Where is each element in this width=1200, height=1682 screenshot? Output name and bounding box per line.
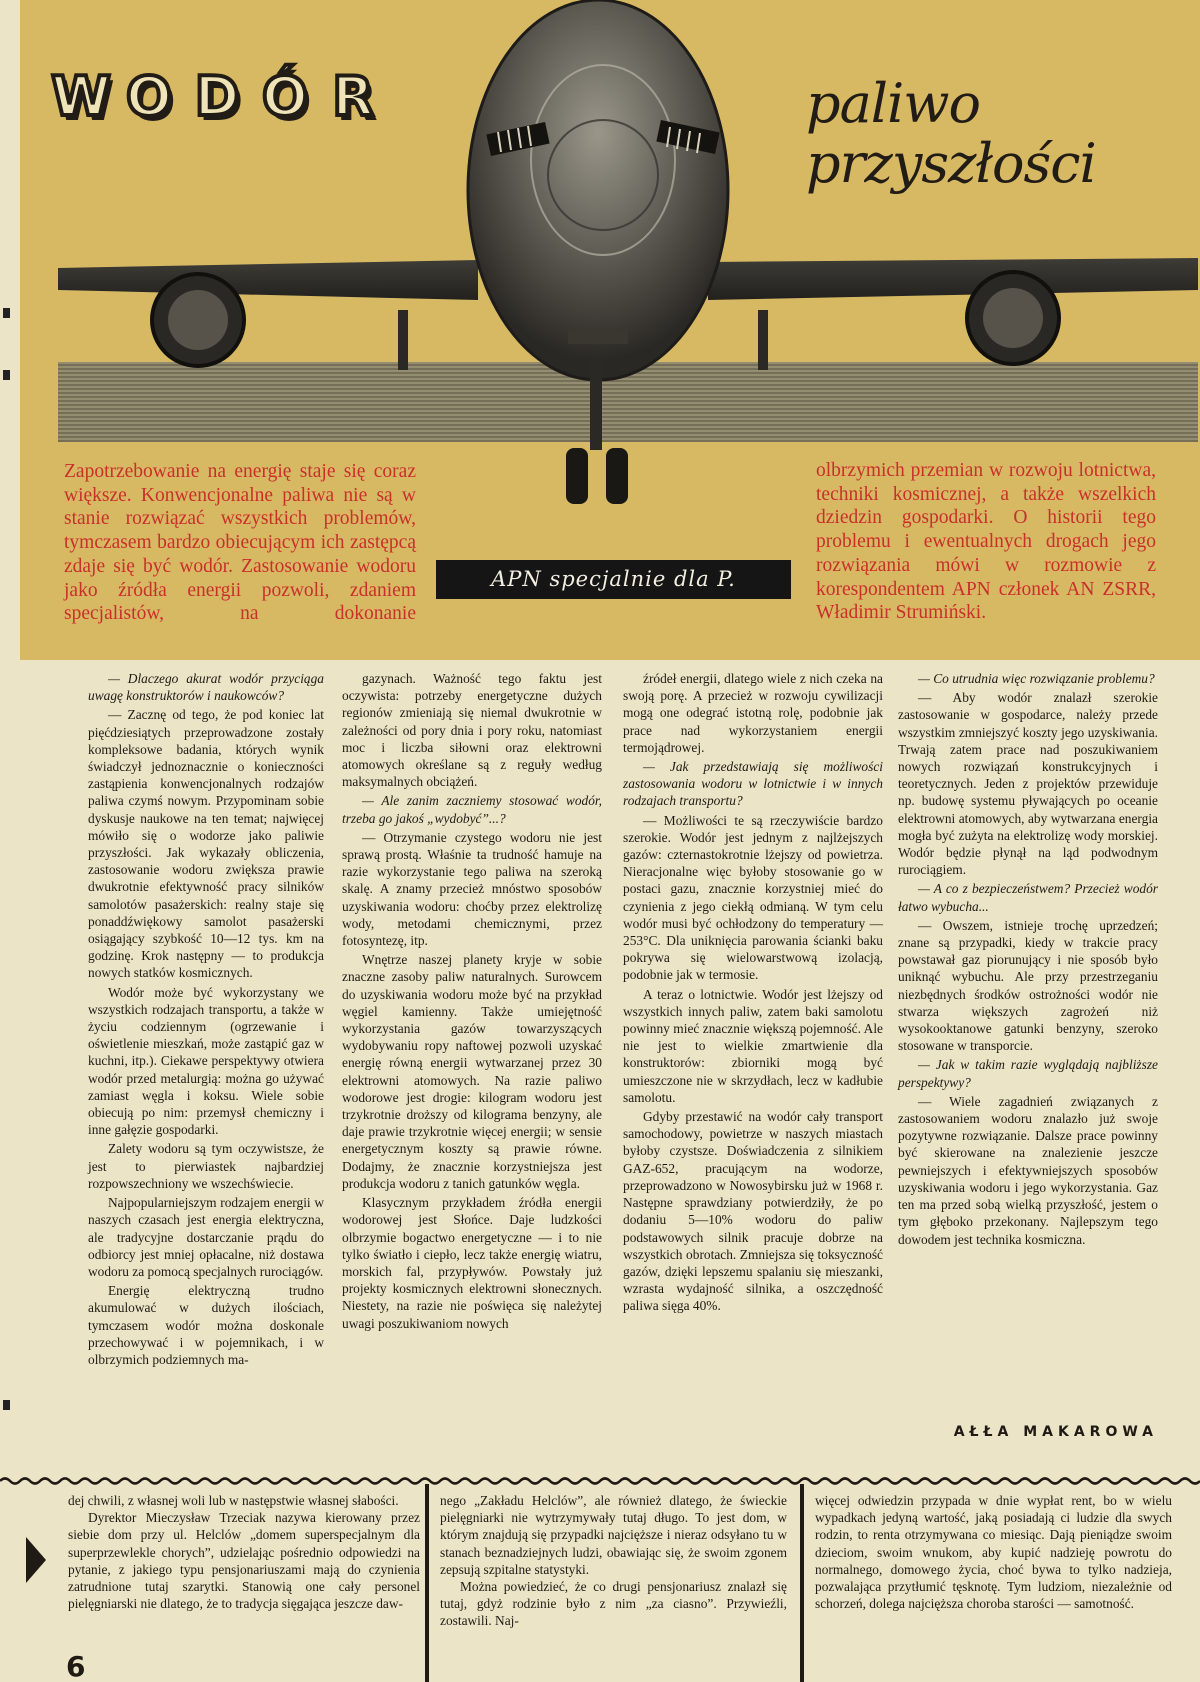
- intro-text-left: Zapotrzebowanie na energię staje się coraz większe. Konwencjonalne paliwa nie są w stanie rozwiązać wszystkich problemów, tymczasem bardzo obiecującym ich zastępcą zdaje się być wodór. Zastosowanie wodoru jako źródła energii pozwoli, zdaniem specjalistów, na dokonanie: [64, 461, 416, 625]
- title-letter: W: [51, 65, 111, 128]
- paragraph: — Zacznę od tego, że pod koniec lat pięćdziesiątych przeprowadzone zostały kompleksowe badania, których wynik świadczył jednoznacznie o konieczności zastąpienia konwencjonalnych rodzajów paliwa czymś nowym. Przypominam sobie dyskusje naukowe na ten temat; najwięcej mówiło się o wodorze jako paliwie przyszłości. Jak wykazały obliczenia, zastosowanie wodoru zwiększa prawie dwukrotnie efektywność pracy silników samolotów pasażerskich: realny staje się ponaddźwiękowy samolot pasażerski osiągający szybkość 10—12 tys. km na godzinę. Krok następny — to produkcja nowych statków kosmicznych.: [88, 707, 324, 981]
- interview-question: — Ale zanim zaczniemy stosować wodór, trzeba go jakoś „wydobyć”...?: [342, 793, 602, 826]
- paragraph: więcej odwiedzin przypada w dnie wypłat rent, bo w wielu wypadkach jedyną wartość, jaką posiadają ci ludzie dla swych rodzin, to renta otrzymywana co miesiąc. Dają pieniądze swoim dzieciom, swoim wnukom, aby kupić nadzieję powrotu do normalnego, domowego życia, choć bywa to tylko nadzieja, pozwalająca przytłumić tęsknotę. Tym ludziom, niezależnie od schorzeń, dolega najcięższa choroba starości — samotność.: [815, 1493, 1172, 1612]
- paragraph: — Otrzymanie czystego wodoru nie jest sprawą prostą. Właśnie ta trudność hamuje na razie wykorzystanie tego paliwa na szeroką skalę. A znamy przecież mnóstwo sposobów uzyskiwania wodoru: choćby przez elektrolizę wody, metodami chemicznymi, przez fotosyntezę, itp.: [342, 829, 602, 949]
- paragraph: — Wiele zagadnień związanych z zastosowaniem wodoru znalazło już swoje pozytywne rozwiązanie. Dalsze prace powinny być skierowane na znalezienie jeszcze pewniejszych i efektywniejszych sposobów uzyskiwania wodoru i jego wykorzystania. Gaz ten ma przed sobą wielką przyszłość, jestem o tym głęboko przekonany. Najlepszym tego dowodem jest technika kosmiczna.: [898, 1093, 1158, 1247]
- page-number: 6: [66, 1650, 86, 1682]
- paragraph: dej chwili, z własnej woli lub w następstwie własnej słabości.: [68, 1493, 399, 1508]
- intro-text-right: olbrzymich przemian w rozwoju lotnictwa, techniki kosmicznej, a także wszelkich dziedzin gospodarki. O historii tego problemu i ewentualnych drogach jego rozwiązania mówi w rozmowie z korespondentem APN członek AN ZSRR, Władimir Strumiński.: [816, 460, 1156, 624]
- bottom-column-2: [440, 1492, 787, 1630]
- paragraph: źródeł energii, dlatego wiele z nich czeka na swoją porę. A przecież w rozwoju cywilizacji mogą one odegrać istotną rolę, podobnie jak prace nad wykorzystaniem energii termojądrowej.: [623, 671, 883, 755]
- title-letter: R: [332, 65, 374, 128]
- column-rule: [425, 1484, 429, 1682]
- paragraph: — Możliwości te są rzeczywiście bardzo szerokie. Wodór jest jednym z najlżejszych gazów: czternastokrotnie lżejszy od powietrza. Nieracjonalne więc byłoby stosowanie go w postaci gazu, znacznie korzystniej mieć do czynienia z jego ciekłą odmianą. W tym celu wodór musi być ochłodzony do temperatury —253°C. Dla uniknięcia parowania ścianki baku pokrywa się wielowarstwową izolacją, podobnie jak w termosie.: [623, 812, 883, 983]
- paragraph: Zalety wodoru są tym oczywistsze, że jest to pierwiastek najbardziej rozpowszechniony we wszechświecie.: [88, 1141, 324, 1191]
- title-letter: Ó: [262, 65, 308, 128]
- paragraph: Wnętrze naszej planety kryje w sobie znaczne zasoby paliw naturalnych. Surowcem do uzyskiwania wodoru może być na przykład węgiel kamienny. Także umiejętność wykorzystania gazów towarzyszących wydobywaniu ropy naftowej pozwoli uzyskać energię równą energii wytwarzanej przez 30 elektrowni atomowych. Na razie paliwo wodorowe jest drogie: kilogram wodoru jest trzykrotnie droższy od kilograma benzyny, ale daje prawie trzykrotnie więcej energii; w sensie energetycznym koszty są prawie równe. Dodajmy, że znacznie korzystniejsza jest produkcja wodoru z tanich gatunków węgla.: [342, 952, 602, 1191]
- bottom-column-1: [68, 1492, 420, 1612]
- paragraph: A teraz o lotnictwie. Wodór jest lżejszy od wszystkich innych paliw, zatem baki samolotu powinny mieć znacznie większą pojemność. Ale nie jest to wielkie zmartwienie dla konstruktorów: zbiorniki mogą być umieszczone nie w skrzydłach, lecz w kadłubie samolotu.: [623, 986, 883, 1105]
- paragraph: Wodór może być wykorzystany we wszystkich rodzajach transportu, a także w życiu codziennym (ogrzewanie i oświetlenie mieszkań, może zastąpić gaz w kuchni, itp.). Ciekawe perspektywy otwiera wodór przed metalurgią: można go używać zamiast węgla i koksu. Wiele sobie obiecują po nim: przemysł chemiczny i inne gałęzie gospodarki.: [88, 984, 324, 1138]
- paragraph: Najpopularniejszym rodzajem energii w naszych czasach jest energia elektryczna, ale tradycyjne dostarczanie prądu do odbiorcy jest mniej opłacalne, niż dostawa wodoru za pomocą specjalnych rurociągów.: [88, 1195, 324, 1279]
- article-column-1: [88, 670, 324, 1370]
- left-wing: [58, 260, 478, 300]
- fuselage-nose: [468, 0, 728, 380]
- interview-question: — Jak w takim razie wyglądają najbliższe perspektywy?: [898, 1057, 1158, 1090]
- article-column-4: [898, 670, 1158, 1250]
- paragraph: — Aby wodór znalazł szerokie zastosowanie w gospodarce, należy przede wszystkim zmniejszyć koszty jego uzyskiwania. Trwają zatem prace nad poszukiwaniem nowych rozwiązań konstrukcyjnych i teoretycznych. Jeden z projektów przewiduje np. budowę systemu pływających po oceanie elektrowni atomowych, aby wytwarzana energia mogła być zużyta na elektrolizę wody morskiej. Wodór będzie płynął na ląd podwodnym rurociągiem.: [898, 690, 1158, 878]
- wavy-divider: [0, 1476, 1200, 1486]
- apn-label: APN specjalnie dla P.: [436, 560, 791, 599]
- paragraph: gazynach. Ważność tego faktu jest oczywista: potrzeby energetyczne dużych regionów zmieniają się niemal dwukrotnie w zależności od pory dnia i pory roku, natomiast moc i liczba siłowni oraz elektrowni atomowych określane są z reguły według maksymalnych obciążeń.: [342, 671, 602, 790]
- paragraph: Można powiedzieć, że co drugi pensjonariusz znalazł się tutaj, gdyż rodzinie było z nim „za ciasno”. Przywieźli, zostawili. Naj-: [440, 1579, 787, 1629]
- paragraph: Dyrektor Mieczysław Trzeciak nazywa kierowany przez siebie dom przy ul. Helclów „domem superspecjalnym dla superprzewlekle chorych”, udzielając pośrednio odpowiedzi na pytanie, z jakiego typu pensjonariuszami mają do czynienia zatrudnione tutaj szarytki. Stanowią one cały personel pielęgniarski nie dlatego, że to tradycja sięgająca jeszcze daw-: [68, 1510, 420, 1612]
- article-column-2: [342, 670, 602, 1334]
- interview-question: — Co utrudnia więc rozwiązanie problemu?: [918, 671, 1155, 686]
- article-subtitle: paliwo przyszłości: [806, 72, 1096, 195]
- interview-question: — A co z bezpieczeństwem? Przecież wodór łatwo wybucha...: [898, 881, 1158, 914]
- paragraph: nego „Zakładu Helclów”, ale również dlatego, że świeckie pielęgniarki nie wytrzymywały tutaj długo. To jest dom, w którym znajdują się przypadki najcięższe i nieraz odsyłano tu w stanach beznadziejnych ludzi, obawiając się, że swoim zgonem zepsują szpitalne statystyki.: [440, 1493, 787, 1577]
- margin-mark: [3, 308, 10, 318]
- interview-question: — Dlaczego akurat wodór przyciąga uwagę konstruktorów i naukowców?: [88, 671, 324, 704]
- margin-mark: [3, 1400, 10, 1410]
- interview-question: — Jak przedstawiają się możliwości zastosowania wodoru w lotnictwie i w innych rodzajach transportu?: [623, 759, 883, 809]
- right-wing: [708, 258, 1198, 300]
- title-letter: O: [126, 65, 172, 128]
- paragraph: Energię elektryczną trudno akumulować w dużych ilościach, tymczasem wodór można doskonale przechowywać i w pojemnikach, i w olbrzymich podziemnych ma-: [88, 1283, 324, 1367]
- paragraph: Gdyby przestawić na wodór cały transport samochodowy, powietrze w naszych miastach byłoby czystsze. Doświadczenia z silnikiem GAZ-652, pracującym na wodorze, przeprowadzono w Nowosybirsku już w 1968 r. Następne sprawdziany potwierdziły, że po dodaniu 5—10% wodoru do paliw podstawowych silnik pracuje dobrze na wszystkich obrotach. Zmniejsza się toksyczność gazów, dzięki lepszemu spalaniu się mieszanki, wzrasta wydajność silnika, a oszczędność paliwa sięga 40%.: [623, 1109, 883, 1314]
- bottom-column-3: [815, 1492, 1172, 1612]
- article-column-3: [623, 670, 883, 1317]
- continuation-arrow-icon: [26, 1537, 46, 1583]
- author-byline: AŁŁA MAKAROWA: [953, 1424, 1158, 1440]
- paragraph: Klasycznym przykładem źródła energii wodorowej jest Słońce. Daje ludzkości olbrzymie bogactwo energetyczne — i to nie tylko światło i ciepło, lecz także energię wiatru, morskich fal, przypływów. Powstały już projekty kosmicznych elektrowni słonecznych. Niestety, na razie nie poświęca się należytej uwagi poszukiwaniom nowych: [342, 1195, 602, 1331]
- nose-wheel-left: [566, 448, 588, 504]
- column-rule: [800, 1484, 804, 1682]
- title-letter: D: [194, 65, 240, 128]
- paragraph: — Owszem, istnieje trochę uprzedzeń; znane są przypadki, kiedy w trakcie pracy powstawał gaz piorunujący i nie sposób było uniknąć wybuchu. Ale przy przestrzeganiu niezbędnych środków ostrożności wodór nie stwarza większych zagrożeń niż wysokooktanowe gatunki benzyny, szeroko stosowane w transporcie.: [898, 917, 1158, 1054]
- nose-wheel-right: [606, 448, 628, 504]
- title-word: [50, 66, 384, 128]
- margin-mark: [3, 370, 10, 380]
